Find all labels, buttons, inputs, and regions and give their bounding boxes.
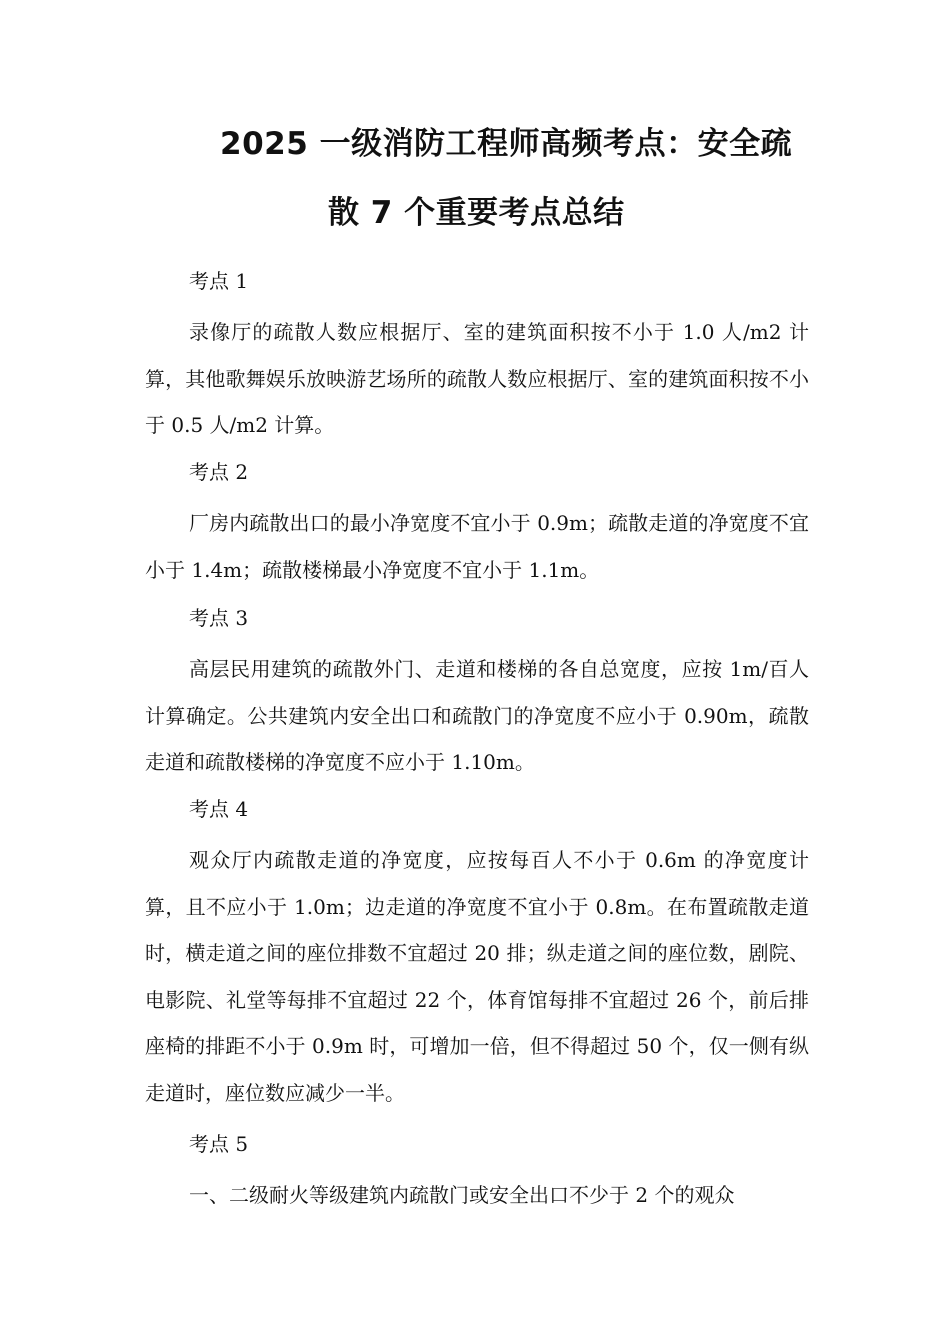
document-title-line-2: 散 7 个重要考点总结 [328, 195, 625, 231]
section-heading-4: 考点 4 [189, 797, 249, 821]
section-heading-3: 考点 3 [189, 606, 249, 630]
section-paragraph-4: 观众厅内疏散走道的净宽度，应按每百人不小于 0.6m 的净宽度计算，且不应小于 1.0m；边走道的净宽度不宜小于 0.8m。在布置疏散走道时，横走道之间的座位排数不宜超过 20 排；纵走道之间的座位数，剧院、电影院、礼堂等每排不宜超过 22 个，体育馆每排不宜超过 26 个，前后排座椅的排距不小于 0.9m 时，可增加一倍，但不得超过 50 个，仅一侧有纵走道时，座位数应减少一半。 [145, 848, 809, 1105]
document-title-line-1: 2025 一级消防工程师高频考点：安全疏 [220, 126, 793, 162]
section-heading-5: 考点 5 [189, 1132, 249, 1156]
section-paragraph-2: 厂房内疏散出口的最小净宽度不宜小于 0.9m；疏散走道的净宽度不宜小于 1.4m；疏散楼梯最小净宽度不宜小于 1.1m。 [145, 511, 809, 582]
section-heading-2: 考点 2 [189, 460, 249, 484]
section-paragraph-5: 一、二级耐火等级建筑内疏散门或安全出口不少于 2 个的观众 [189, 1183, 735, 1207]
section-paragraph-1: 录像厅的疏散人数应根据厅、室的建筑面积按不小于 1.0 人/m2 计算，其他歌舞娱乐放映游艺场所的疏散人数应根据厅、室的建筑面积按不小于 0.5 人/m2 计算。 [145, 320, 809, 437]
section-heading-1: 考点 1 [189, 269, 249, 293]
section-paragraph-3: 高层民用建筑的疏散外门、走道和楼梯的各自总宽度，应按 1m/百人计算确定。公共建筑内安全出口和疏散门的净宽度不应小于 0.90m，疏散走道和疏散楼梯的净宽度不应小于 1.10m。 [145, 657, 809, 774]
